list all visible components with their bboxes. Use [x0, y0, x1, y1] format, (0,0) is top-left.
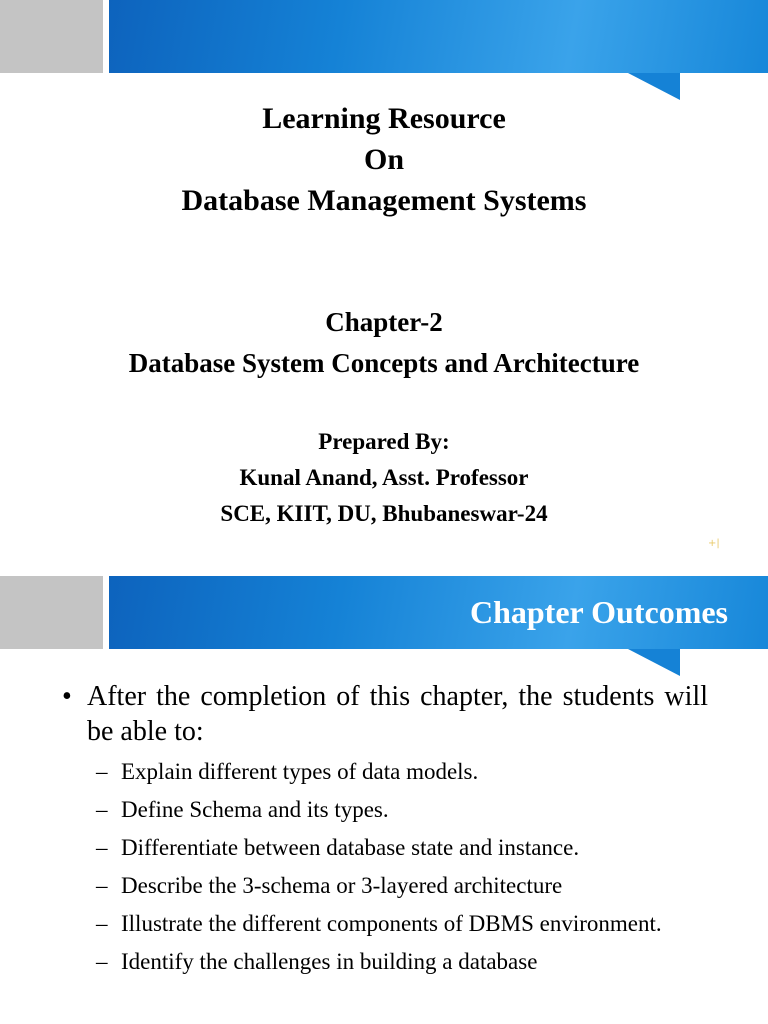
outcome-text: Identify the challenges in building a database [121, 949, 538, 974]
prepared-by-block [0, 424, 768, 532]
intro-text: After the completion of this chapter, the students will be able to: [87, 681, 708, 747]
list-item [96, 756, 708, 788]
outcome-text: Define Schema and its types. [121, 797, 389, 822]
header-gray-block [0, 0, 103, 73]
dash-icon: – [96, 949, 108, 974]
outcome-text: Describe the 3-schema or 3-layered architecture [121, 873, 563, 898]
list-item [96, 870, 708, 902]
outcome-text: Differentiate between database state and instance. [121, 835, 580, 860]
dash-icon: – [96, 797, 108, 822]
dash-icon: – [96, 835, 108, 860]
header-gray-block [0, 576, 103, 649]
intro-bullet [62, 679, 708, 749]
dash-icon: – [96, 911, 108, 936]
list-item [96, 794, 708, 826]
header-blue-bar [109, 0, 768, 73]
list-item [96, 908, 708, 940]
slide-title [0, 98, 768, 221]
list-item [96, 832, 708, 864]
chapter-heading [0, 302, 768, 384]
chapter-number: Chapter-2 [325, 307, 443, 337]
author-name: Kunal Anand, Asst. Professor [239, 465, 529, 490]
header-blue-tail [628, 649, 680, 676]
outcome-text: Explain different types of data models. [121, 759, 479, 784]
slide-mark: +| [708, 538, 720, 549]
dash-icon: – [96, 759, 108, 784]
header-blue-tail [628, 73, 680, 100]
prepared-by-label: Prepared By: [318, 429, 450, 454]
dash-icon: – [96, 873, 108, 898]
chapter-title: Database System Concepts and Architecture [128, 348, 640, 378]
header-blue-bar [109, 576, 768, 649]
outcomes-slide [0, 576, 768, 1024]
outcome-text: Illustrate the different components of DBMS environment. [121, 911, 662, 936]
bullet-icon: • [62, 681, 72, 712]
author-affiliation: SCE, KIIT, DU, Bhubaneswar-24 [220, 501, 548, 526]
title-line-2: On [363, 143, 405, 176]
outcome-list [96, 756, 708, 984]
slide-heading: Chapter Outcomes [469, 594, 728, 630]
title-line-1: Learning Resource [262, 102, 506, 135]
list-item [96, 946, 708, 978]
title-line-3: Database Management Systems [181, 184, 587, 217]
